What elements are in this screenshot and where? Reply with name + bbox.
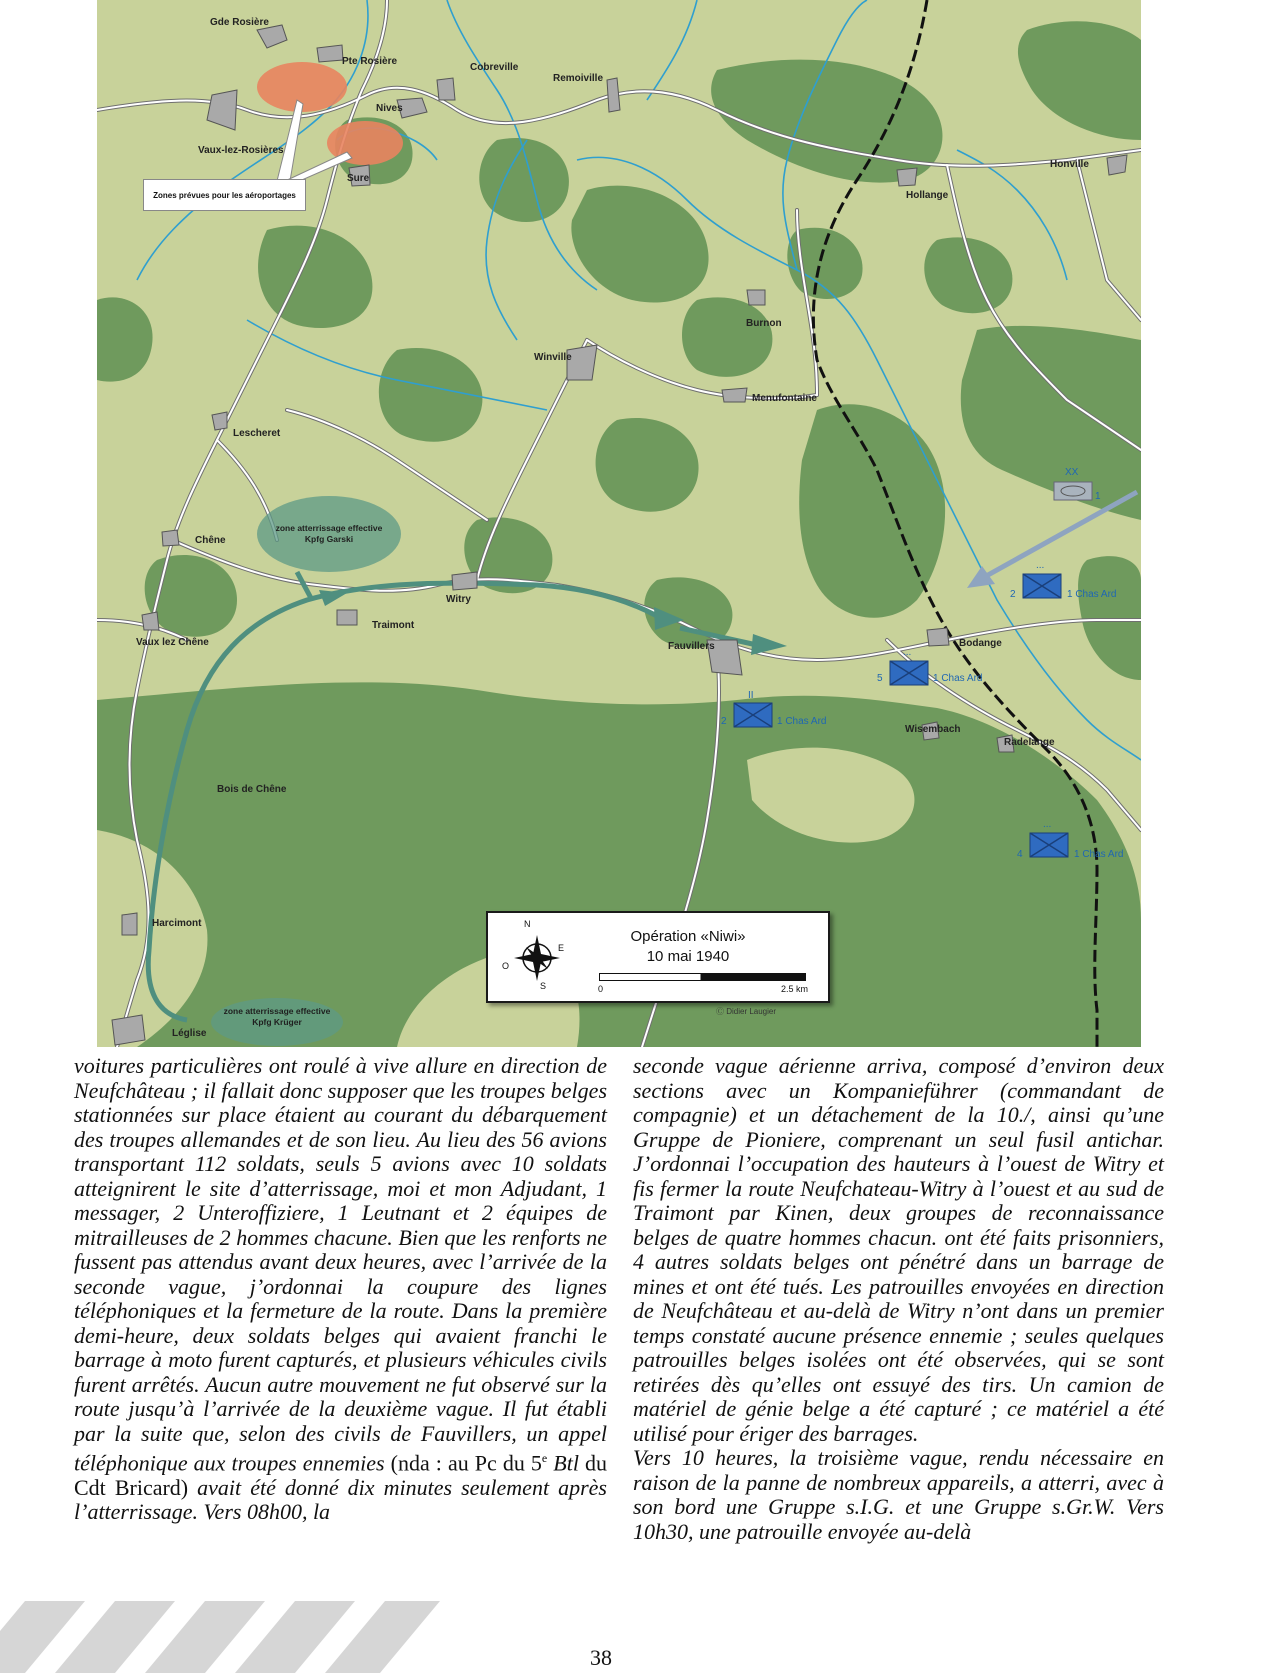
place-label: Léglise [172, 1028, 207, 1039]
scale-end: 2.5 km [781, 984, 809, 994]
text-column-left [74, 1054, 607, 1525]
place-label: Menufontaine [752, 393, 817, 404]
arrow-head-3 [751, 634, 787, 655]
place-label: Remoiville [553, 73, 604, 84]
compass-east: E [558, 943, 565, 953]
unit-echelon: ... [1043, 819, 1052, 830]
map-canvas [97, 0, 1141, 1047]
place-label: Bois de Chêne [217, 784, 287, 795]
unit-label: 1 Chas Ard [777, 716, 827, 727]
left-text: voitures particulières ont roulé à vive allure en direction de Neufchâteau ; il fallait donc supposer que les troupes belges stationnées sur place étaient au courant du débarquement des troupes allemandes et de son lieu. Au lieu des 56 avions transportant 112 soldats, seuls 5 avions avec 10 soldats atteignirent le site d’atterrissage, moi et mon Adjudant, 1 messager, 2 Unteroffiziere, 1 Leutnant et 2 équipes de mitrailleuses de 2 hommes chacune. Bien que les renforts ne fussent pas attendus avant deux heures, avec l’arrivée de la seconde vague, j’ordonnai la coupure des lignes téléphoniques et la fermeture de la route. Dans la première demi-heure, deux soldats belges qui avaient franchi le barrage à moto furent capturés, et plusieurs véhicules civils furent arrêtés. Aucun autre mouvement ne fut observé sur la route jusqu’à l’arrivée de la deuxième vague. Il fut établi par la suite que, selon des civils de Fauvillers, un appel téléphonique aux troupes ennemies [74, 1053, 607, 1476]
unit-radelange-4 [1030, 833, 1068, 857]
unit-label: 1 Chas Ard [933, 673, 983, 684]
place-label: Sure [347, 173, 370, 184]
division-echelon: XX [1065, 467, 1079, 478]
legend-title [608, 927, 768, 967]
planned-zones-callout: Zones prévues pour les aéroportages [143, 179, 306, 211]
place-label: Gde Rosière [210, 17, 269, 28]
compass-west: O [502, 961, 510, 971]
place-label: Bodange [959, 638, 1002, 649]
place-label: Cobreville [470, 62, 519, 73]
unit-bodange-2 [1023, 574, 1061, 598]
compass-rose-icon [502, 923, 572, 993]
left-sup: e [541, 1451, 548, 1465]
unit-echelon: ... [1036, 560, 1045, 571]
right-paragraph-1: seconde vague aérienne arriva, composé d’environ deux sections avec un Kompanieführer (commandant de compagnie) et un détachement de la 10./, ainsi qu’une Gruppe de Pioniere, comprenant un seul fusil antichar. J’ordonnai l’occupation des hauteurs à l’ouest de Witry et fis fermer la route Neufchateau-Witry à l’ouest et au sud de Traimont par Kinen, deux groupes de reconnaissance belges de quatre hommes chacun. ont été faits prisonniers, 4 autres soldats belges ont pénétré dans un barrage de mines et ont été tués. Les patrouilles envoyées en direction de Neufchâteau et au-delà de Witry n’ont dans un premier temps constaté aucune présence ennemie ; seules quelques patrouilles belges isolées ont été observées, qui se sont retirées dès qu’elles ont essuyé des tirs. Un camion de matériel de génie belge a été capturé ; ce matériel a été utilisé pour ériger des barrages. [633, 1053, 1164, 1446]
left-nda-end: du Cdt Bricard) [74, 1450, 608, 1500]
place-label: Fauvillers [668, 641, 715, 652]
unit-bodange-5 [890, 661, 928, 685]
unit-number: 4 [1017, 849, 1023, 860]
place-label: Honville [1050, 159, 1089, 170]
operation-map [97, 0, 1141, 1047]
unit-echelon: ... [903, 647, 912, 658]
place-label: Hollange [906, 190, 949, 201]
place-label: Harcimont [152, 918, 202, 929]
right-paragraph-2: Vers 10 heures, la troisième vague, rendu nécessaire en raison de la panne de nombreux appareils, a atterri, avec à son bord une Gruppe s.I.G. et une Gruppe s.Gr.W. Vers 10h30, une patrouille envoyée au-delà [633, 1445, 1164, 1544]
compass-south: S [540, 981, 547, 991]
left-btl: Btl [547, 1450, 579, 1476]
scale-start: 0 [598, 984, 604, 994]
unit-label: 1 Chas Ard [1067, 589, 1117, 600]
zone-label-garski: zone atterrissage effective Kpfg Garski [275, 523, 383, 544]
left-text-end: avait été donné dix minutes seulement après l’atterrissage. Vers 08h00, la [74, 1474, 607, 1525]
place-label: Pte Rosière [342, 56, 398, 67]
unit-label: 1 Chas Ard [1074, 849, 1124, 860]
decorative-stripes [0, 1601, 440, 1673]
scale-bar [599, 973, 806, 981]
division-number: 1 [1095, 491, 1101, 502]
place-label: Chêne [195, 535, 226, 546]
unit-number: 2 [721, 716, 727, 727]
page-number: 38 [590, 1645, 612, 1670]
zone-label-kruger: zone atterrissage effective Kpfg Krüger [223, 1006, 331, 1027]
place-label: Vaux lez Chêne [136, 637, 209, 648]
place-label: Lescheret [233, 428, 281, 439]
place-label: Radelange [1004, 737, 1055, 748]
unit-echelon: II [748, 690, 754, 701]
unit-fauvillers [734, 703, 772, 727]
unit-number: 2 [1010, 589, 1016, 600]
place-label: Witry [446, 594, 471, 605]
division-symbol [1054, 482, 1092, 500]
place-label: Burnon [746, 318, 782, 329]
callout-pointer-1 [277, 100, 303, 181]
legend-title-line2: 10 mai 1940 [646, 948, 730, 965]
place-label: Nives [376, 103, 403, 114]
compass-north: N [524, 919, 531, 929]
legend-title-line1: Opération «Niwi» [630, 928, 746, 945]
left-nda: (nda : au Pc du 5 [384, 1450, 542, 1476]
place-label: Vaux-lez-Rosières [198, 145, 284, 156]
place-label: Winville [534, 352, 572, 363]
place-label: Traimont [372, 620, 415, 631]
place-label: Wisembach [905, 724, 961, 735]
division-arrow-head [967, 566, 995, 588]
map-legend [486, 911, 830, 1003]
text-column-right [633, 1054, 1164, 1544]
unit-number: 5 [877, 673, 883, 684]
map-copyright: Ⓒ Didier Laugier [716, 1007, 777, 1016]
forest-areas [97, 21, 1141, 1047]
left-paragraph [74, 1054, 607, 1525]
